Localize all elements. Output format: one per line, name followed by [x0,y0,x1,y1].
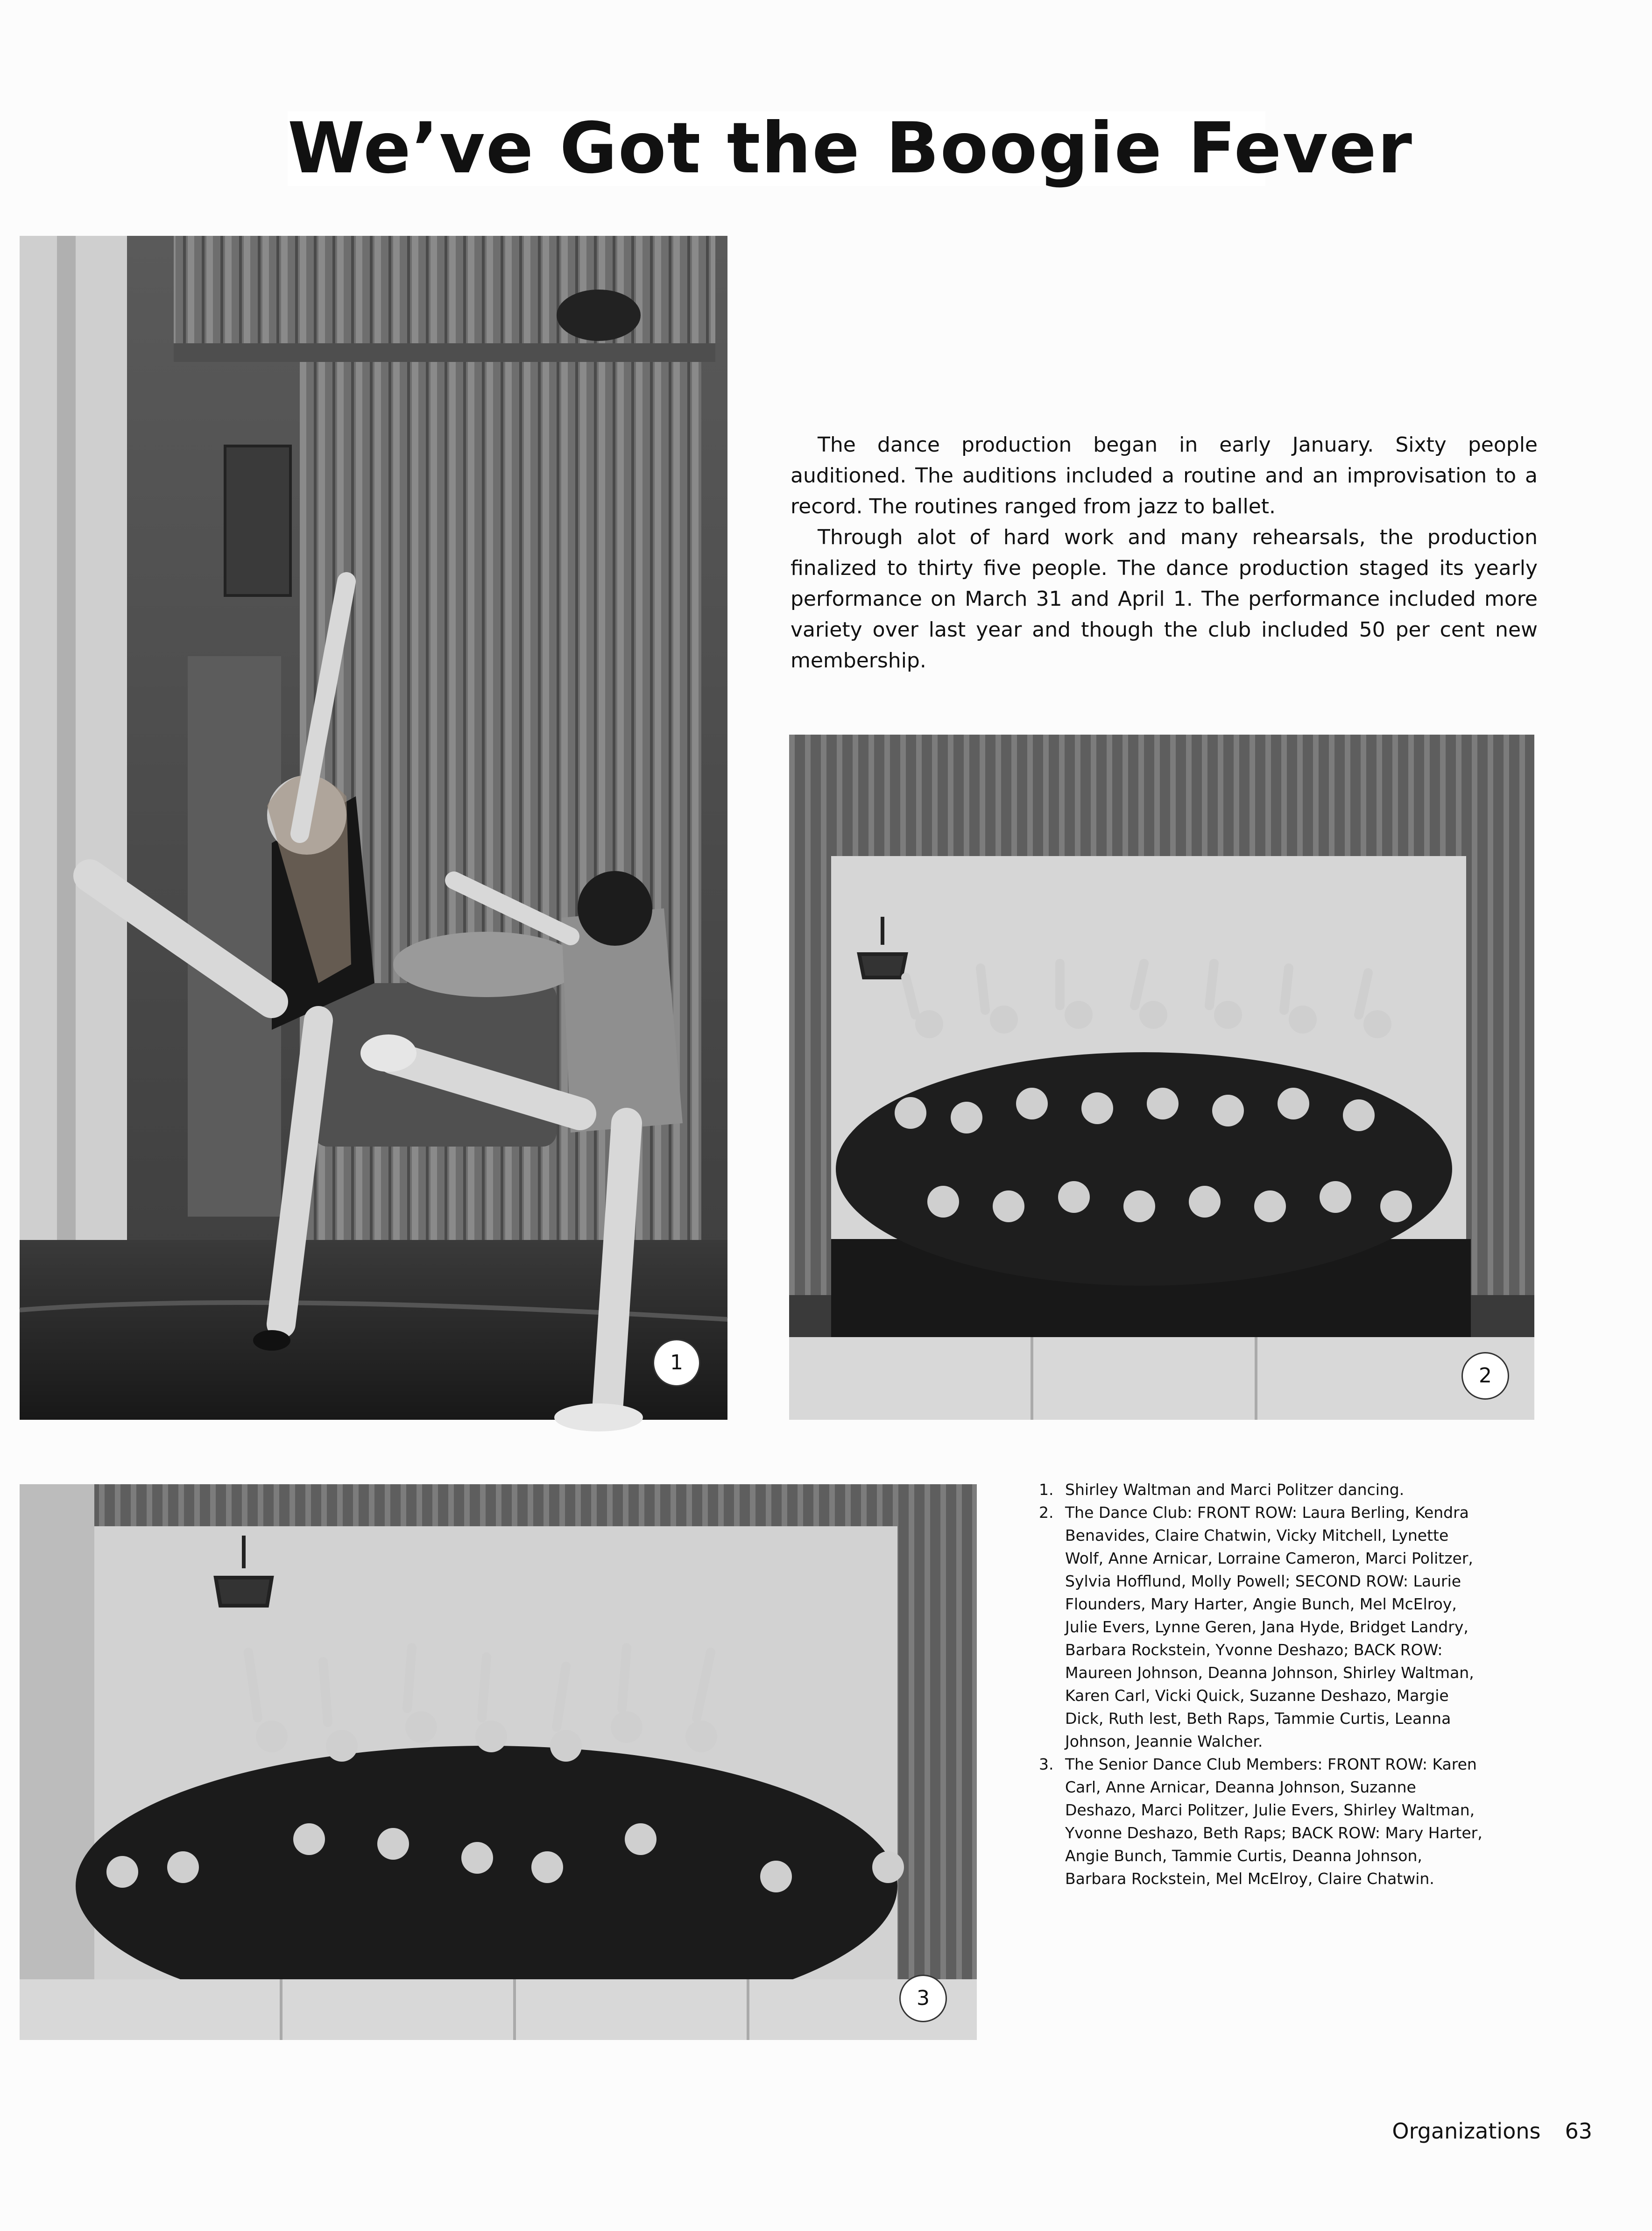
page-number: 63 [1565,2118,1592,2144]
caption-item [1039,1478,1483,1501]
body-text [791,430,1538,676]
photo-number-badge: 2 [1461,1352,1509,1400]
caption-item [1039,1501,1483,1753]
caption-number: 3. [1039,1755,1054,1773]
caption-item [1039,1753,1483,1890]
page-title: We’ve Got the Boogie Fever [288,108,1413,189]
caption-number: 2. [1039,1503,1054,1522]
caption-text: The Senior Dance Club Members: FRONT ROW: Karen Carl, Anne Arnicar, Deanna Johnson, Suzanne Deshazo, Marci Politzer, Julie Evers, Shirley Waltman, Yvonne Deshazo, Beth Raps; BACK ROW: Mary Harter, Angie Bunch, Tammie Curtis, Deanna Johnson, Barbara Rockstein, Mel McElroy, Claire Chatwin. [1065,1755,1483,1888]
caption-text: The Dance Club: FRONT ROW: Laura Berling, Kendra Benavides, Claire Chatwin, Vicky Mitchell, Lynette Wolf, Anne Arnicar, Lorraine Cameron, Marci Politzer, Sylvia Hofflund, Molly Powell; SECOND ROW: Laurie Flounders, Mary Harter, Angie Bunch, Mel McElroy, Julie Evers, Lynne Geren, Jana Hyde, Bridget Landry, Barbara Rockstein, Yvonne Deshazo; BACK ROW: Maureen Johnson, Deanna Johnson, Shirley Waltman, Karen Carl, Vicki Quick, Suzanne Deshazo, Margie Dick, Ruth lest, Beth Raps, Tammie Curtis, Leanna Johnson, Jeannie Walcher. [1065,1503,1474,1750]
photo-number-badge: 1 [653,1339,700,1387]
caption-number: 1. [1039,1480,1054,1499]
body-paragraph: Through alot of hard work and many rehearsals, the production finalized to thirty five people. The dance production staged its yearly performance on March 31 and April 1. The performance included more variety over last year and though the club included 50 per cent new membership. [791,525,1538,673]
photo-captions [1039,1478,1483,1890]
photo-dance-club [789,735,1534,1420]
photo-number-badge: 3 [899,1975,947,2022]
photo-senior-dance-club [20,1484,977,2040]
page-footer [1392,2117,1592,2145]
photo-dancers [20,236,727,1420]
body-paragraph: The dance production began in early January. Sixty people auditioned. The auditions included a routine and an improvisation to a record. The routines ranged from jazz to ballet. [791,433,1538,518]
caption-text: Shirley Waltman and Marci Politzer dancing. [1065,1480,1405,1499]
section-name: Organizations [1392,2118,1541,2144]
